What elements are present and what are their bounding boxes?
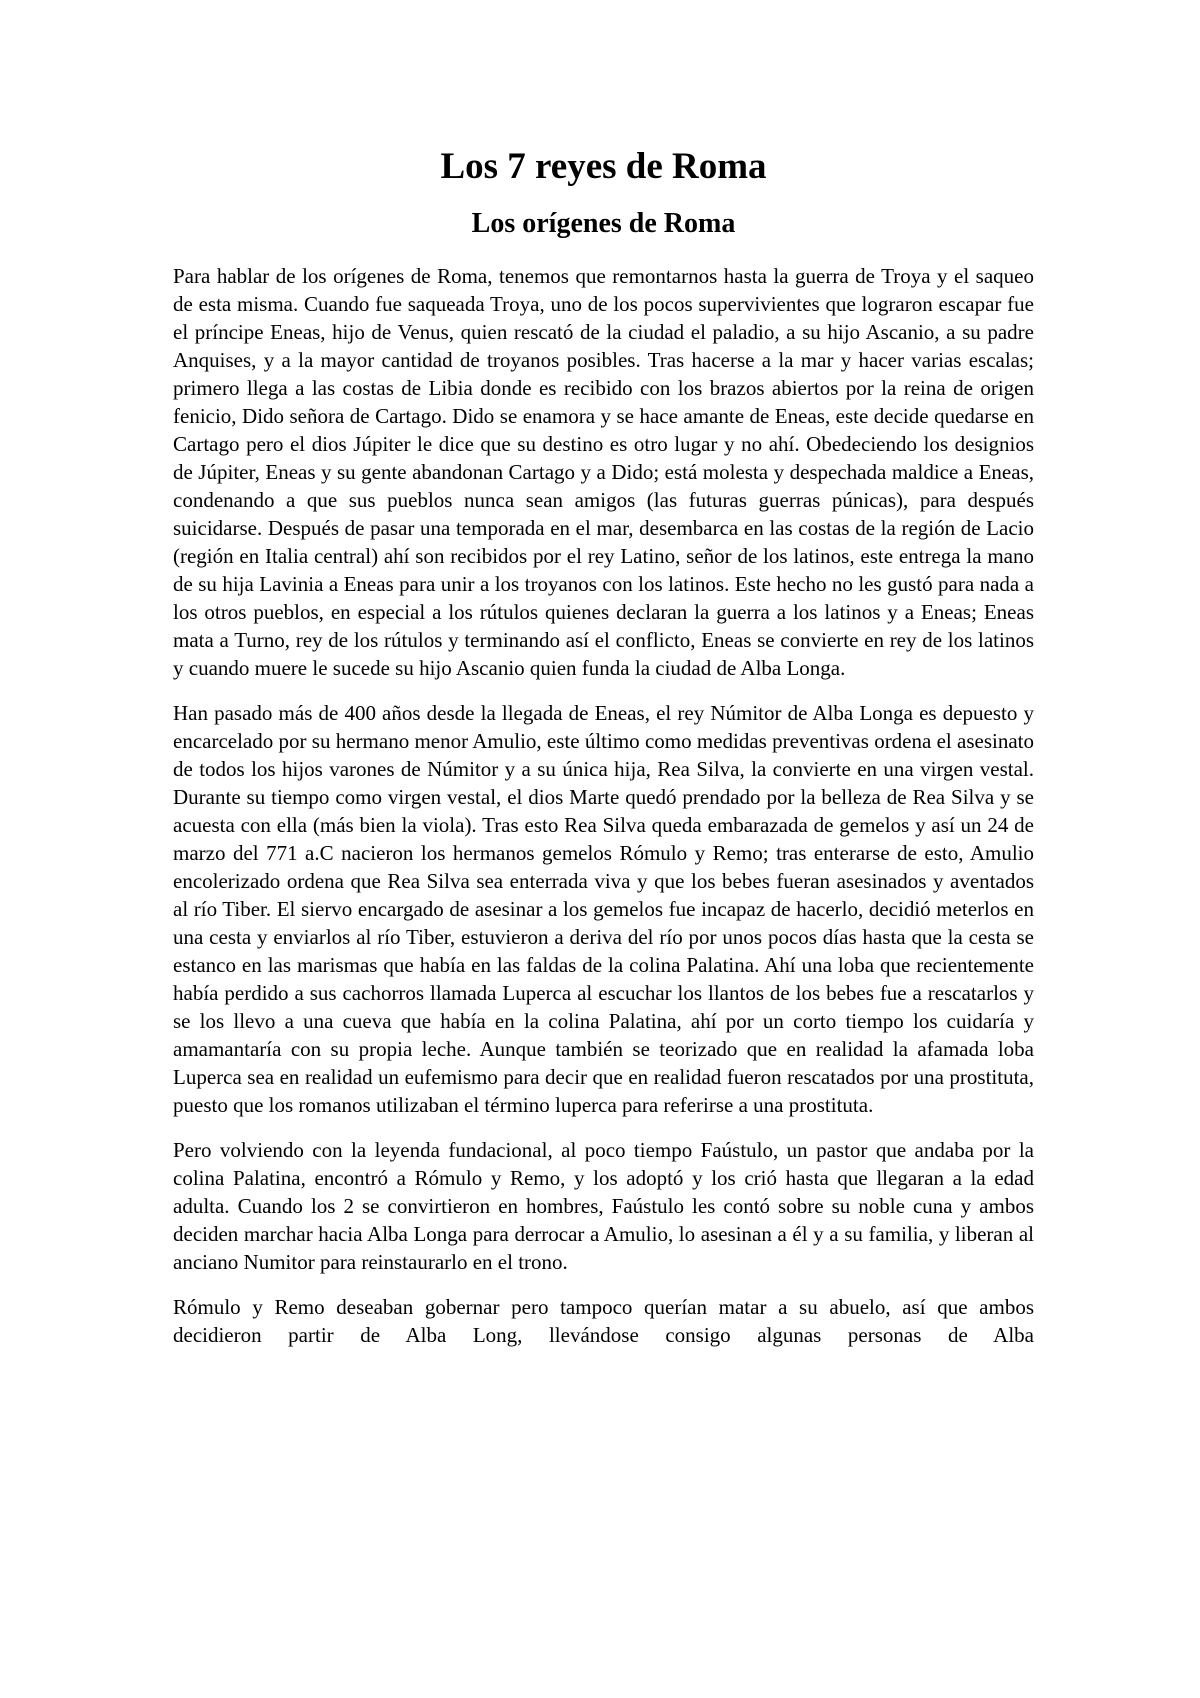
paragraph-3: Pero volviendo con la leyenda fundacional, al poco tiempo Faústulo, un pastor que andaba por la colina Palatina, encontró a Rómulo y Remo, y los adoptó y los crió hasta que llegaran a la edad adulta. Cuando los 2 se convirtieron en hombres, Faústulo les contó sobre su noble cuna y ambos deciden marchar hacia Alba Longa para derrocar a Amulio, lo asesinan a él y a su familia, y liberan al anciano Numitor para reinstaurarlo en el trono. bbox=[173, 1138, 1034, 1274]
section-heading: Los orígenes de Roma bbox=[471, 208, 736, 239]
paragraph-1: Para hablar de los orígenes de Roma, tenemos que remontarnos hasta la guerra de Troya y el saqueo de esta misma. Cuando fue saqueada Troya, uno de los pocos supervivientes que lograron escapar fue el príncipe Eneas, hijo de Venus, quien rescató de la ciudad el paladio, a su hijo Ascanio, a su padre Anquises, y a la mayor cantidad de troyanos posibles. Tras hacerse a la mar y hacer varias escalas; primero llega a las costas de Libia donde es recibido con los brazos abiertos por la reina de origen fenicio, Dido señora de Cartago. Dido se enamora y se hace amante de Eneas, este decide quedarse en Cartago pero el dios Júpiter le dice que su destino es otro lugar y no ahí. Obedeciendo los designios de Júpiter, Eneas y su gente abandonan Cartago y a Dido; está molesta y despechada maldice a Eneas, condenando a que sus pueblos nunca sean amigos (las futuras guerras púnicas), para después suicidarse. Después de pasar una temporada en el mar, desembarca en las costas de la región de Lacio (región en Italia central) ahí son recibidos por el rey Latino, señor de los latinos, este entrega la mano de su hija Lavinia a Eneas para unir a los troyanos con los latinos. Este hecho no les gustó para nada a los otros pueblos, en especial a los rútulos quienes declaran la guerra a los latinos y a Eneas; Eneas mata a Turno, rey de los rútulos y terminando así el conflicto, Eneas se convierte en rey de los latinos y cuando muere le sucede su hijo Ascanio quien funda la ciudad de Alba Longa. bbox=[173, 264, 1034, 680]
document-page bbox=[173, 140, 1034, 1366]
document-title: Los 7 reyes de Roma bbox=[440, 146, 767, 187]
paragraph-4: Rómulo y Remo deseaban gobernar pero tampoco querían matar a su abuelo, así que ambos decidieron partir de Alba Long, llevándose consigo algunas personas de Alba bbox=[173, 1295, 1034, 1347]
paragraph-2: Han pasado más de 400 años desde la llegada de Eneas, el rey Númitor de Alba Longa es depuesto y encarcelado por su hermano menor Amulio, este último como medidas preventivas ordena el asesinato de todos los hijos varones de Númitor y a su única hija, Rea Silva, la convierte en una virgen vestal. Durante su tiempo como virgen vestal, el dios Marte quedó prendado por la belleza de Rea Silva y se acuesta con ella (más bien la viola). Tras esto Rea Silva queda embarazada de gemelos y así un 24 de marzo del 771 a.C nacieron los hermanos gemelos Rómulo y Remo; tras enterarse de esto, Amulio encolerizado ordena que Rea Silva sea enterrada viva y que los bebes fueran asesinados y aventados al río Tiber. El siervo encargado de asesinar a los gemelos fue incapaz de hacerlo, decidió meterlos en una cesta y enviarlos al río Tiber, estuvieron a deriva del río por unos pocos días hasta que la cesta se estanco en las marismas que había en las faldas de la colina Palatina. Ahí una loba que recientemente había perdido a sus cachorros llamada Luperca al escuchar los llantos de los bebes fue a rescatarlos y se los llevo a una cueva que había en la colina Palatina, ahí por un corto tiempo los cuidaría y amamantaría con su propia leche. Aunque también se teorizado que en realidad la afamada loba Luperca sea en realidad un eufemismo para decir que en realidad fueron rescatados por una prostituta, puesto que los romanos utilizaban el término luperca para referirse a una prostituta. bbox=[173, 701, 1034, 1117]
